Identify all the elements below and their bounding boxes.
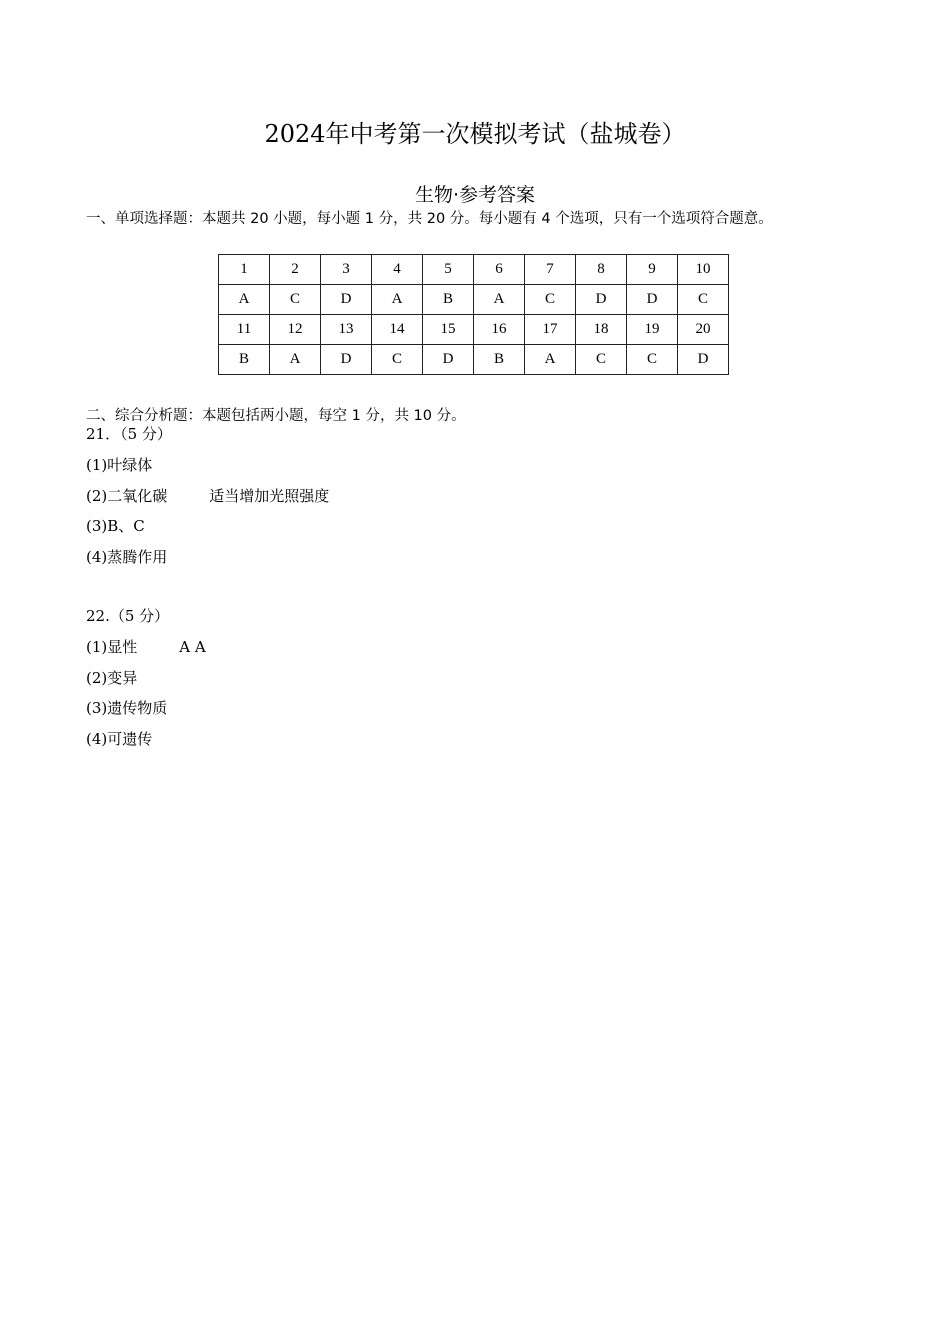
question-22-answer-4: (4)可遗传 [86, 730, 153, 748]
table-cell: 4 [372, 255, 423, 285]
section-1-heading: 一、单项选择题：本题共 20 小题，每小题 1 分，共 20 分。每小题有 4 个选项，只有一个选项符合题意。 [86, 211, 773, 227]
table-cell: 6 [474, 255, 525, 285]
table-cell: D [321, 345, 372, 375]
table-cell: 5 [423, 255, 474, 285]
table-cell: B [219, 345, 270, 375]
answer-1-part-a: (1)显性 [86, 638, 138, 656]
table-cell: C [372, 345, 423, 375]
question-22-answer-2: (2)变异 [86, 669, 138, 687]
question-21-header: 21．（5 分） [86, 425, 172, 443]
table-cell: 18 [576, 315, 627, 345]
table-cell: A [525, 345, 576, 375]
page-title: 2024年中考第一次模拟考试（盐城卷） [264, 120, 686, 148]
question-22-answer-1 [86, 636, 206, 657]
table-cell: D [321, 285, 372, 315]
table-cell: A [474, 285, 525, 315]
table-row [219, 315, 729, 345]
table-cell: 9 [627, 255, 678, 285]
table-cell: A [219, 285, 270, 315]
table-cell: 20 [678, 315, 729, 345]
table-cell: D [678, 345, 729, 375]
table-cell: 1 [219, 255, 270, 285]
table-cell: A [372, 285, 423, 315]
table-cell: D [576, 285, 627, 315]
table-row [219, 285, 729, 315]
table-cell: 19 [627, 315, 678, 345]
table-cell: 14 [372, 315, 423, 345]
table-row [219, 255, 729, 285]
table-cell: B [474, 345, 525, 375]
table-cell: 7 [525, 255, 576, 285]
table-cell: D [423, 345, 474, 375]
answer-1-part-b: A A [179, 638, 206, 656]
table-row [219, 345, 729, 375]
question-22-header: 22.（5 分） [86, 607, 170, 625]
table-cell: 2 [270, 255, 321, 285]
table-cell: C [270, 285, 321, 315]
table-cell: 17 [525, 315, 576, 345]
answer-2-part-b: 适当增加光照强度 [209, 487, 330, 505]
table-cell: C [525, 285, 576, 315]
table-cell: 12 [270, 315, 321, 345]
answer-2-part-a: (2)二氧化碳 [86, 487, 168, 505]
question-21-answer-2 [86, 485, 329, 506]
question-21-answer-4: (4)蒸腾作用 [86, 548, 168, 566]
question-21-answer-3: (3)B、C [86, 517, 145, 535]
question-22-answer-3: (3)遗传物质 [86, 699, 168, 717]
table-cell: C [678, 285, 729, 315]
table-cell: 10 [678, 255, 729, 285]
table-cell: 8 [576, 255, 627, 285]
table-cell: C [576, 345, 627, 375]
table-cell: D [627, 285, 678, 315]
table-cell: C [627, 345, 678, 375]
table-cell: B [423, 285, 474, 315]
table-cell: 3 [321, 255, 372, 285]
question-21-answer-1: (1)叶绿体 [86, 456, 153, 474]
table-cell: 11 [219, 315, 270, 345]
table-cell: A [270, 345, 321, 375]
table-cell: 13 [321, 315, 372, 345]
table-cell: 16 [474, 315, 525, 345]
answer-table [218, 254, 729, 375]
section-2-heading: 二、综合分析题：本题包括两小题，每空 1 分，共 10 分。 [86, 408, 466, 424]
page-subtitle: 生物·参考答案 [414, 184, 536, 206]
table-cell: 15 [423, 315, 474, 345]
